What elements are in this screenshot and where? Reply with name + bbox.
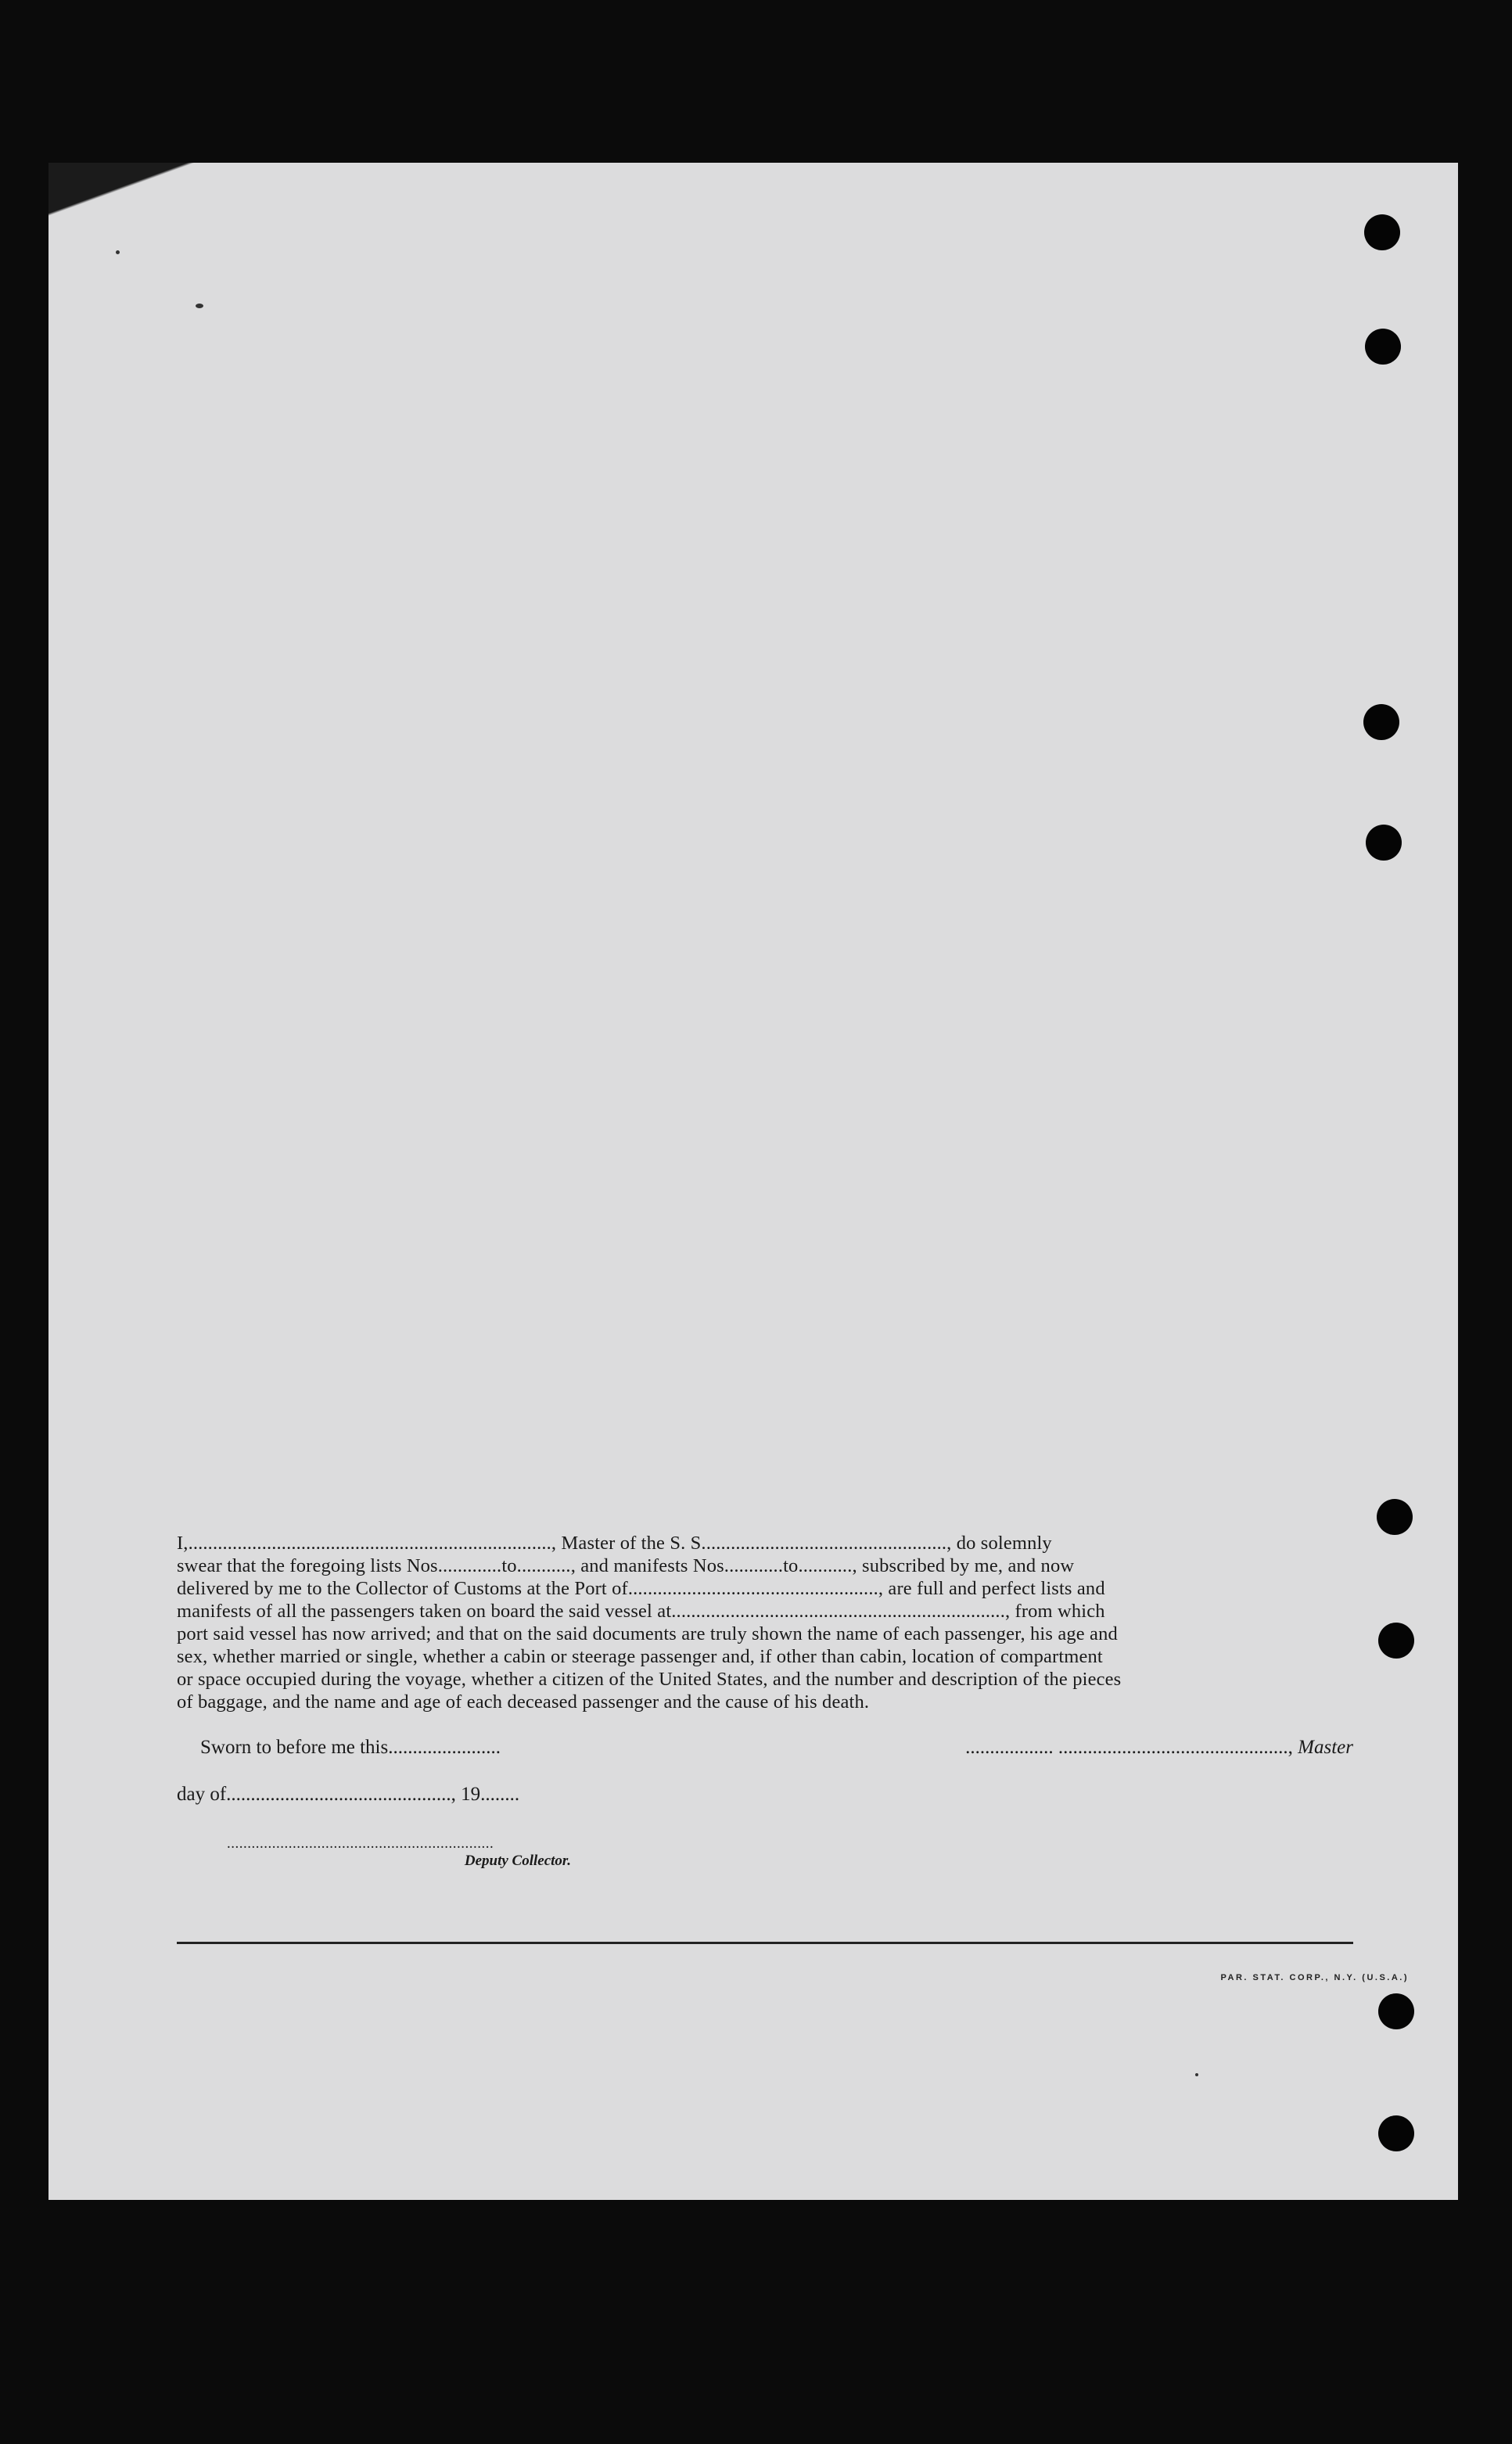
oath-line: delivered by me to the Collector of Customs at the Port of..................................................., are full and perfect lists and	[177, 1578, 1105, 1599]
document-page	[48, 163, 1458, 2200]
punch-hole	[1365, 329, 1401, 365]
ink-speck	[116, 250, 120, 254]
horizontal-rule	[177, 1942, 1353, 1944]
master-dots: .................. ...............................................,	[965, 1737, 1293, 1758]
oath-line: of baggage, and the name and age of each deceased passenger and the cause of his death.	[177, 1691, 870, 1713]
oath-line: sex, whether married or single, whether a cabin or steerage passenger and, if other than cabin, location of compartment	[177, 1646, 1103, 1667]
ink-speck	[1195, 2073, 1198, 2076]
oath-line: port said vessel has now arrived; and that on the said documents are truly shown the name of each passenger, his age and	[177, 1623, 1118, 1644]
deputy-collector-signature	[227, 1835, 571, 1870]
sworn-text: Sworn to before me this.......................	[200, 1737, 501, 1758]
deputy-dots: .................................................................	[227, 1835, 494, 1852]
punch-hole	[1378, 1993, 1414, 2029]
day-text: day of.............................................., 19........	[177, 1784, 520, 1805]
punch-hole	[1378, 1623, 1414, 1659]
master-signature-line	[965, 1737, 1353, 1759]
oath-line: swear that the foregoing lists Nos.............to..........., and manifests Nos............to..........., subscribed by me, and now	[177, 1555, 1075, 1576]
punch-hole	[1378, 2115, 1414, 2151]
torn-corner	[48, 163, 221, 233]
oath-line: manifests of all the passengers taken on board the said vessel at...................................................................., from which	[177, 1601, 1105, 1622]
punch-hole	[1377, 1499, 1413, 1535]
punch-hole	[1364, 214, 1400, 250]
oath-line: I,.........................................................................., Master of the S. S.................................................., do solemnly	[177, 1533, 1052, 1554]
master-label: Master	[1298, 1737, 1353, 1758]
deputy-label: Deputy Collector.	[464, 1853, 571, 1869]
sworn-row	[177, 1737, 1353, 1768]
punch-hole	[1366, 825, 1402, 861]
ink-speck	[196, 304, 203, 308]
punch-hole	[1363, 704, 1399, 740]
oath-line: or space occupied during the voyage, whether a citizen of the United States, and the number and description of the pieces	[177, 1669, 1122, 1690]
printer-imprint: PAR. STAT. CORP., N.Y. (U.S.A.)	[1220, 1973, 1409, 1982]
oath-paragraph	[177, 1532, 1353, 1713]
